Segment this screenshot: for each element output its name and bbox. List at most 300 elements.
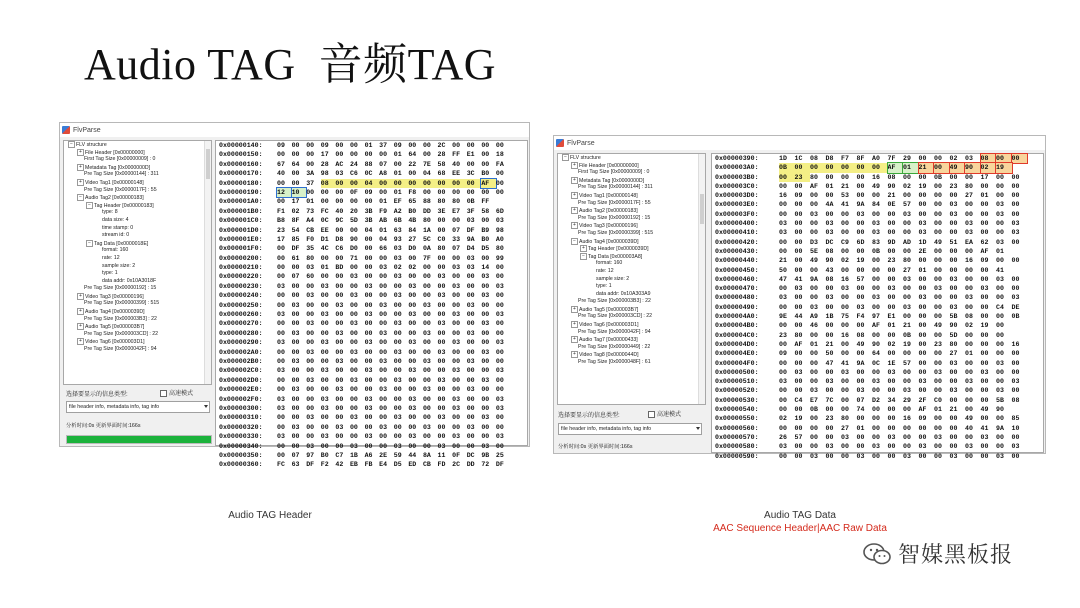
hex-byte[interactable]: 00 [1011,285,1020,293]
hex-byte[interactable]: 51 [949,238,958,246]
hex-byte[interactable]: 00 [350,179,365,188]
hex-byte[interactable]: 09 [277,142,285,149]
hex-byte[interactable]: 03 [996,210,1004,218]
hex-byte[interactable]: AF [918,406,927,414]
hex-byte[interactable]: 00 [364,442,373,450]
hex-byte[interactable]: 00 [903,378,911,386]
hex-byte[interactable]: 03 [495,433,504,441]
hex-byte[interactable]: 00 [306,404,315,412]
hex-byte[interactable]: 90 [887,182,896,190]
hex-byte[interactable]: 00 [794,238,803,246]
hex-byte[interactable]: D4 [466,245,475,253]
hex-byte[interactable]: 19 [918,182,927,190]
hex-byte[interactable]: 00 [887,452,896,460]
hex-byte[interactable]: 00 [422,395,431,403]
hex-byte[interactable]: 16 [903,415,911,423]
hex-byte[interactable]: 00 [918,387,927,395]
hex-byte[interactable]: DF [291,245,300,253]
hex-byte[interactable]: 00 [779,452,787,460]
hex-byte[interactable]: 00 [320,320,329,328]
hex-byte[interactable]: 00 [394,179,409,188]
hex-byte[interactable]: 00 [379,367,388,375]
hex-byte[interactable]: 00 [996,378,1004,386]
hex-byte[interactable]: 00 [779,285,787,293]
hex-byte[interactable]: 00 [996,294,1004,302]
hex-byte[interactable]: 00 [794,266,803,274]
hex-byte[interactable]: 03 [393,273,402,281]
hex-byte[interactable]: 5B [949,313,958,321]
hex-byte[interactable]: 00 [466,160,475,168]
hex-byte[interactable]: 3C [466,170,475,178]
hex-byte[interactable]: 00 [887,387,896,395]
hex-byte[interactable]: 40 [335,207,344,215]
hex-byte[interactable]: 00 [810,163,826,172]
hex-byte[interactable]: 00 [495,188,504,196]
hex-byte[interactable]: 03 [306,264,315,272]
hex-byte[interactable]: F1 [277,207,285,215]
hex-byte[interactable]: D5 [393,461,402,469]
hex-byte[interactable]: 03 [980,368,989,376]
hex-byte[interactable]: 03 [856,210,865,218]
hex-byte[interactable]: 00 [349,423,358,431]
hex-byte[interactable]: 00 [949,192,958,200]
hex-byte[interactable]: 00 [903,285,911,293]
hex-byte[interactable]: 01 [379,198,388,206]
hex-byte[interactable]: FD [437,461,446,469]
hex-byte[interactable]: 03 [872,220,880,228]
hex-byte[interactable]: 01 [825,182,834,190]
hex-byte[interactable]: 23 [779,331,787,339]
hex-byte[interactable]: 90 [996,406,1004,414]
hex-byte[interactable]: D0 [349,245,358,253]
tree-node[interactable] [558,169,705,177]
hex-byte[interactable]: 00 [856,433,865,441]
hex-byte[interactable]: 5D [949,331,958,339]
hex-byte[interactable]: 00 [825,433,834,441]
hex-byte[interactable]: 03 [452,339,461,347]
hex-byte[interactable]: 00 [949,378,958,386]
hex-byte[interactable]: 21 [841,182,849,190]
tree-node[interactable] [64,202,211,210]
hex-byte[interactable]: 02 [949,155,958,162]
hex-byte[interactable]: 00 [349,264,358,272]
flv-structure-tree[interactable] [557,153,706,405]
hex-byte[interactable]: 00 [934,220,942,228]
hex-byte[interactable]: 00 [825,331,834,339]
hex-byte[interactable]: 03 [779,229,787,237]
hex-byte[interactable]: 03 [408,404,417,412]
hex-byte[interactable]: 00 [379,376,388,384]
hex-byte[interactable]: 00 [841,220,849,228]
hex-byte[interactable]: 00 [934,415,942,423]
hex-byte[interactable]: 00 [934,359,942,367]
hex-byte[interactable]: 00 [934,275,942,283]
hex-byte[interactable]: 00 [779,359,787,367]
hex-byte[interactable]: 02 [841,257,849,265]
tree-scrollbar[interactable] [204,141,211,384]
hex-byte[interactable]: 00 [903,294,911,302]
hex-byte[interactable]: 00 [872,210,880,218]
hex-byte[interactable]: 00 [841,247,849,255]
hex-byte[interactable]: 03 [965,220,973,228]
hex-byte[interactable]: 00 [335,376,344,384]
hex-byte[interactable]: 00 [335,433,344,441]
hex-byte[interactable]: 03 [452,404,461,412]
tree-node[interactable] [64,255,211,263]
hex-byte[interactable]: 0A [422,245,431,253]
hex-byte[interactable]: 00 [779,387,787,395]
hex-byte[interactable]: 03 [903,387,911,395]
hex-byte[interactable]: 00 [422,264,431,272]
hex-byte[interactable]: 00 [1012,154,1028,163]
hex-byte[interactable]: 00 [903,424,911,432]
expand-icon[interactable]: + [77,308,84,315]
hex-byte[interactable]: 03 [841,368,849,376]
hex-byte[interactable]: 00 [794,303,803,311]
hex-byte[interactable]: 03 [1011,294,1020,302]
hex-byte[interactable]: 00 [466,348,475,356]
hex-byte[interactable]: 00 [437,423,446,431]
hex-byte[interactable]: 03 [810,387,818,395]
hex-byte[interactable]: 49 [856,340,865,348]
hex-byte[interactable]: 03 [794,285,803,293]
hex-byte[interactable]: 00 [841,322,849,330]
hex-byte[interactable]: 00 [934,192,942,200]
hex-byte[interactable]: C6 [349,170,358,178]
hex-byte[interactable]: 00 [779,396,787,404]
hex-byte[interactable]: 03 [437,442,446,450]
hex-byte[interactable]: 19 [996,163,1012,172]
hex-byte[interactable]: 16 [779,192,787,200]
expand-icon[interactable]: + [571,192,578,199]
hex-byte[interactable]: E1 [466,151,475,159]
hex-byte[interactable]: 23 [277,226,285,234]
hex-byte[interactable]: 00 [949,229,958,237]
hex-byte[interactable]: 00 [481,367,490,375]
collapse-icon[interactable]: − [68,141,75,148]
hex-byte[interactable]: 16 [965,257,973,265]
hex-byte[interactable]: 03 [825,378,834,386]
hex-byte[interactable]: A8 [379,170,388,178]
hex-byte[interactable]: 00 [1011,257,1020,265]
hex-byte[interactable]: 00 [934,155,942,162]
hex-byte[interactable]: 03 [306,320,315,328]
hex-byte[interactable]: B0 [481,170,490,178]
hex-byte[interactable]: 00 [810,266,818,274]
hex-byte[interactable]: 01 [393,151,402,159]
hex-byte[interactable]: 4A [825,201,834,209]
hex-byte[interactable]: 00 [335,273,344,281]
hex-byte[interactable]: 00 [980,294,989,302]
hex-byte[interactable]: 00 [467,179,482,188]
hex-byte[interactable]: 03 [980,433,989,441]
tree-scrollbar[interactable] [698,154,705,404]
hex-byte[interactable]: 04 [379,235,388,243]
hex-byte[interactable]: 03 [320,395,329,403]
hex-byte[interactable]: 00 [349,329,358,337]
hex-byte[interactable]: 00 [996,443,1004,451]
hex-byte[interactable]: 80 [306,254,315,262]
hex-byte[interactable]: 0C [872,359,880,367]
hex-byte[interactable]: 03 [452,264,461,272]
hex-byte[interactable]: 00 [466,376,475,384]
hex-byte[interactable]: 03 [1011,220,1020,228]
hex-byte[interactable]: D5 [481,245,490,253]
hex-byte[interactable]: 57 [856,275,865,283]
tree-node[interactable] [558,238,705,246]
hex-byte[interactable]: FC [320,207,329,215]
hex-byte[interactable]: 00 [779,340,787,348]
hex-byte[interactable]: 00 [379,179,394,188]
hex-byte[interactable]: 00 [277,179,285,187]
hex-byte[interactable]: 03 [495,339,504,347]
hex-byte[interactable]: 6D [856,238,865,246]
hex-byte[interactable]: 00 [965,340,973,348]
hex-byte[interactable]: 00 [422,320,431,328]
tree-node[interactable] [558,184,705,192]
hex-byte[interactable]: 00 [934,257,942,265]
hex-byte[interactable]: 03 [466,254,475,262]
hex-byte[interactable]: 00 [887,294,896,302]
tree-node[interactable] [558,253,705,261]
hex-byte[interactable]: 00 [306,301,315,309]
hex-byte[interactable]: 00 [291,320,300,328]
hex-byte[interactable]: 00 [1011,182,1020,190]
hex-byte[interactable]: 68 [437,170,446,178]
hex-byte[interactable]: 03 [949,387,958,395]
hex-byte[interactable]: 00 [277,357,285,365]
hex-byte[interactable]: 5C [422,235,431,243]
hex-byte[interactable]: 00 [277,198,285,206]
hex-byte[interactable]: 00 [856,247,865,255]
hex-byte[interactable]: 04 [422,170,431,178]
hex-byte[interactable]: 00 [320,198,329,206]
hex-byte[interactable]: 44 [794,313,803,321]
hex-byte[interactable]: 00 [466,395,475,403]
hex-byte[interactable]: 03 [810,452,818,460]
hex-byte[interactable]: 00 [291,142,300,149]
hex-byte[interactable]: 00 [306,395,315,403]
hex-byte[interactable]: 00 [949,285,958,293]
hex-byte[interactable]: 00 [495,170,504,178]
hex-byte[interactable]: F0 [306,235,315,243]
hex-byte[interactable]: 00 [320,414,329,422]
hex-byte[interactable]: 00 [856,220,865,228]
hex-byte[interactable]: 41 [996,266,1004,274]
hex-byte[interactable]: 00 [349,404,358,412]
hex-byte[interactable]: 02 [965,322,973,330]
hex-byte[interactable]: 00 [980,452,989,460]
hex-byte[interactable]: 00 [872,368,880,376]
hex-byte[interactable]: 00 [918,192,927,200]
hex-byte[interactable]: 00 [379,311,388,319]
hex-byte[interactable]: 00 [466,320,475,328]
tree-node[interactable] [558,162,705,170]
hex-byte[interactable]: 00 [437,254,446,262]
expand-icon[interactable]: + [571,336,578,343]
hex-byte[interactable]: 00 [364,264,373,272]
hex-byte[interactable]: 00 [794,247,803,255]
hex-byte[interactable]: 00 [452,348,461,356]
hex-byte[interactable]: 00 [887,303,896,311]
hex-byte[interactable]: 00 [364,235,373,243]
hex-byte[interactable]: 00 [349,151,358,159]
hex-byte[interactable]: 80 [841,415,849,423]
hex-byte[interactable]: 00 [934,266,942,274]
hex-byte[interactable]: 00 [949,220,958,228]
expand-icon[interactable]: + [580,245,587,252]
hex-byte[interactable]: 00 [306,160,315,168]
hex-byte[interactable]: 00 [996,220,1004,228]
hex-byte[interactable]: 00 [452,292,461,300]
hex-byte[interactable]: 29 [903,396,911,404]
hex-byte[interactable]: 00 [466,367,475,375]
hex-byte[interactable]: 00 [918,155,927,162]
hex-byte[interactable]: 00 [965,247,973,255]
hex-byte[interactable]: 00 [393,160,402,168]
hex-byte[interactable]: 53 [841,192,849,200]
hex-byte[interactable]: 00 [349,433,358,441]
hex-byte[interactable]: 1A [422,226,431,234]
hex-byte[interactable]: 00 [810,201,818,209]
hex-byte[interactable]: 03 [965,294,973,302]
hex-byte[interactable]: 6D [495,207,504,215]
hex-byte[interactable]: C9 [841,238,849,246]
hex-byte[interactable]: 21 [779,257,787,265]
hex-byte[interactable]: 35 [306,245,315,253]
hex-byte[interactable]: AF [872,322,880,330]
hex-byte[interactable]: 01 [903,163,919,172]
hex-byte[interactable]: 90 [872,340,880,348]
hex-byte[interactable]: 03 [320,339,329,347]
hex-byte[interactable]: 00 [779,424,787,432]
hex-byte[interactable]: 57 [903,359,911,367]
hex-view[interactable] [711,153,1044,460]
hex-byte[interactable]: 00 [335,179,350,188]
hex-byte[interactable]: 00 [379,292,388,300]
expand-icon[interactable]: + [571,222,578,229]
hex-byte[interactable]: 00 [856,182,865,190]
hex-byte[interactable]: 90 [949,322,958,330]
hex-byte[interactable]: 00 [825,210,834,218]
hex-byte[interactable]: 99 [495,254,504,262]
hex-byte[interactable]: 00 [335,311,344,319]
hex-byte[interactable]: 00 [872,387,880,395]
hex-byte[interactable]: 00 [466,311,475,319]
hex-byte[interactable]: 00 [856,285,865,293]
hex-byte[interactable]: 02 [981,163,997,172]
hex-byte[interactable]: 16 [1011,340,1020,348]
hex-byte[interactable]: 00 [277,442,285,450]
hex-byte[interactable]: 49 [810,257,818,265]
hex-byte[interactable]: 23 [887,257,896,265]
hex-byte[interactable]: 00 [291,348,300,356]
tree-node[interactable] [64,263,211,271]
hex-byte[interactable]: FA [495,160,504,168]
hex-byte[interactable]: 57 [903,201,911,209]
hex-byte[interactable]: 03 [825,229,834,237]
hex-byte[interactable]: 09 [779,350,787,358]
hex-byte[interactable]: 03 [887,368,896,376]
hex-byte[interactable]: 00 [810,359,818,367]
hex-byte[interactable]: 00 [795,163,811,172]
hex-byte[interactable]: 03 [779,378,787,386]
hex-byte[interactable]: 00 [495,329,504,337]
hex-byte[interactable]: B0 [320,451,329,459]
hex-byte[interactable]: 00 [779,368,787,376]
hex-byte[interactable]: 00 [779,182,787,190]
hex-byte[interactable]: 88 [364,160,373,168]
hex-byte[interactable]: 00 [422,188,431,196]
hex-byte[interactable]: 00 [949,396,958,404]
hex-byte[interactable]: 03 [277,367,285,375]
hex-byte[interactable]: 5E [810,247,818,255]
tree-node[interactable] [558,268,705,276]
hex-byte[interactable]: 07 [452,226,461,234]
hex-byte[interactable]: 00 [495,320,504,328]
hex-byte[interactable]: 50 [779,266,787,274]
hex-byte[interactable]: 00 [393,339,402,347]
hex-byte[interactable]: 00 [306,386,315,394]
hex-byte[interactable]: 03 [379,357,388,365]
hex-byte[interactable]: AF [481,179,496,188]
hex-byte[interactable]: 80 [437,198,446,206]
hex-byte[interactable]: 21 [825,340,834,348]
hex-byte[interactable]: 00 [980,182,989,190]
hex-byte[interactable]: 00 [364,348,373,356]
hex-byte[interactable]: 00 [481,142,490,149]
hex-byte[interactable]: 17 [980,173,989,181]
hex-byte[interactable]: 03 [1011,378,1020,386]
tree-node[interactable] [64,217,211,225]
hex-byte[interactable]: 00 [277,376,285,384]
hex-byte[interactable]: 03 [810,210,818,218]
expand-icon[interactable]: + [571,162,578,169]
hex-byte[interactable]: 00 [306,142,315,149]
hex-byte[interactable]: 00 [349,357,358,365]
hex-byte[interactable]: 50 [825,350,834,358]
hex-byte[interactable]: 09 [918,415,927,423]
hex-byte[interactable]: 00 [306,311,315,319]
hex-byte[interactable]: 00 [466,414,475,422]
hex-byte[interactable]: 03 [810,303,818,311]
hex-byte[interactable]: 03 [349,414,358,422]
hex-byte[interactable]: 00 [1011,433,1020,441]
hex-byte[interactable]: 00 [422,273,431,281]
hex-byte[interactable]: 03 [481,348,490,356]
hex-byte[interactable]: 00 [364,357,373,365]
hex-byte[interactable]: 00 [949,368,958,376]
hex-byte[interactable]: 00 [466,282,475,290]
hex-byte[interactable]: B8 [277,217,285,225]
hex-byte[interactable]: 00 [980,415,989,423]
tree-node[interactable] [64,285,211,293]
hex-byte[interactable]: 07 [291,273,300,281]
tree-node[interactable] [558,215,705,223]
hex-byte[interactable]: 00 [452,217,461,225]
hex-byte[interactable]: 01 [918,266,927,274]
hex-byte[interactable]: 00 [495,423,504,431]
hex-byte[interactable]: 22 [408,160,417,168]
hex-byte[interactable]: 00 [277,414,285,422]
hex-byte[interactable]: 00 [934,294,942,302]
hex-byte[interactable]: 03 [349,376,358,384]
hex-byte[interactable]: E1 [887,313,896,321]
info-type-combo[interactable] [558,423,702,435]
hex-byte[interactable]: 00 [918,331,927,339]
hex-byte[interactable]: 00 [408,386,417,394]
hex-byte[interactable]: 00 [379,273,388,281]
